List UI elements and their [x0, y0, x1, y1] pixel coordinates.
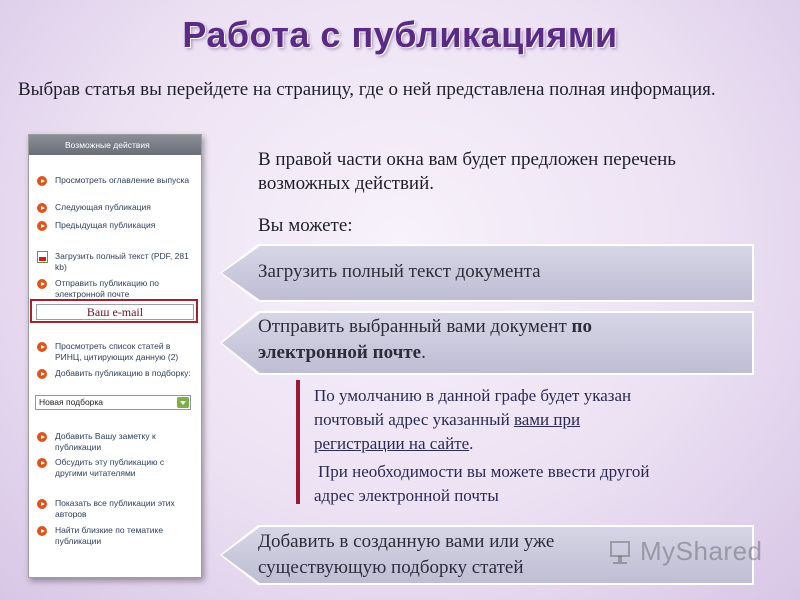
action-label: Добавить Вашу заметку к публикации: [55, 431, 156, 452]
action-view-toc[interactable]: [37, 175, 197, 186]
note-underlined: регистрации на сайте: [314, 434, 470, 453]
banner-download-text: Загрузить полный текст документа: [258, 261, 541, 282]
banner-collection-text: [258, 529, 554, 581]
action-add-note[interactable]: [37, 431, 197, 452]
arrow-bullet-icon: [37, 221, 47, 231]
action-label: Следующая публикация: [55, 202, 151, 212]
arrow-bullet-icon: [37, 203, 47, 213]
you-can-label: Вы можете:: [258, 215, 353, 236]
banner-email-part: Отправить выбранный вами документ: [258, 316, 572, 337]
actions-panel: [28, 134, 202, 578]
panel-header: Возможные действия: [29, 135, 201, 155]
action-label: Просмотреть список статей в РИНЦ, цитирующих данную (2): [55, 341, 179, 362]
action-citing-list[interactable]: [37, 341, 197, 362]
watermark-logo-icon: [608, 540, 632, 566]
action-label: Предыдущая публикация: [55, 220, 156, 230]
note-line: По умолчанию в данной графе будет указан: [314, 386, 632, 405]
action-similar-publications[interactable]: [37, 525, 197, 546]
banner-email-bold: электронной почте: [258, 342, 422, 363]
note-line: При необходимости вы можете ввести другой: [318, 462, 650, 481]
arrow-bullet-icon: [37, 369, 47, 379]
banner-email-bold: по: [571, 316, 592, 337]
right-paragraph: В правой части окна вам будет предложен перечень возможных действий.: [258, 149, 676, 194]
chevron-down-icon[interactable]: [177, 397, 189, 408]
email-input[interactable]: Ваш e-mail: [36, 304, 194, 320]
arrow-bullet-icon: [37, 176, 47, 186]
arrow-bullet-icon: [37, 432, 47, 442]
collection-select-value: Новая подборка: [39, 397, 104, 407]
arrow-bullet-icon: [37, 342, 47, 352]
action-label: Просмотреть оглавление выпуска: [55, 175, 190, 185]
arrow-bullet-icon: [37, 526, 47, 536]
action-download-pdf[interactable]: [37, 251, 197, 272]
note-other-email: [314, 460, 754, 508]
pdf-icon: [37, 251, 48, 263]
note-line: адрес электронной почты: [314, 486, 499, 505]
action-label: Показать все публикации этих авторов: [55, 498, 175, 519]
collection-select[interactable]: [35, 395, 191, 410]
banner-email-text: [258, 314, 738, 366]
note-line: почтовый адрес указанный: [314, 410, 514, 429]
action-label: Добавить публикацию в подборку:: [55, 368, 191, 378]
action-add-to-collection[interactable]: [37, 368, 197, 379]
action-send-email[interactable]: [37, 278, 197, 299]
arrow-bullet-icon: [37, 279, 47, 289]
watermark-text: MyShared: [640, 536, 763, 566]
slide-title: Работа с публикациями: [182, 14, 618, 55]
intro-text: Выбрав статья вы перейдете на страницу, где о ней представлена полная информация.: [18, 79, 716, 100]
action-label: Найти близкие по тематике публикации: [55, 525, 164, 546]
note-underlined: вами при: [513, 410, 581, 429]
note-line: .: [469, 434, 474, 453]
arrow-bullet-icon: [37, 499, 47, 509]
email-highlight-frame: [30, 299, 198, 323]
action-author-publications[interactable]: [37, 498, 197, 519]
note-accent-bar: [296, 380, 300, 504]
arrow-bullet-icon: [37, 458, 47, 468]
action-next-publication[interactable]: [37, 202, 197, 213]
banner-collection-line: Добавить в созданную вами или уже: [258, 531, 555, 552]
action-prev-publication[interactable]: [37, 220, 197, 231]
action-label: Обсудить эту публикацию с другими читателями: [55, 457, 165, 478]
action-discuss[interactable]: [37, 457, 197, 478]
banner-email-end: .: [421, 342, 426, 363]
action-label: Загрузить полный текст (PDF, 281 kb): [55, 251, 189, 272]
note-default-email: [314, 384, 754, 456]
banner-collection-line: существующую подборку статей: [258, 557, 524, 578]
action-label: Отправить публикацию по электронной почте: [55, 278, 159, 299]
